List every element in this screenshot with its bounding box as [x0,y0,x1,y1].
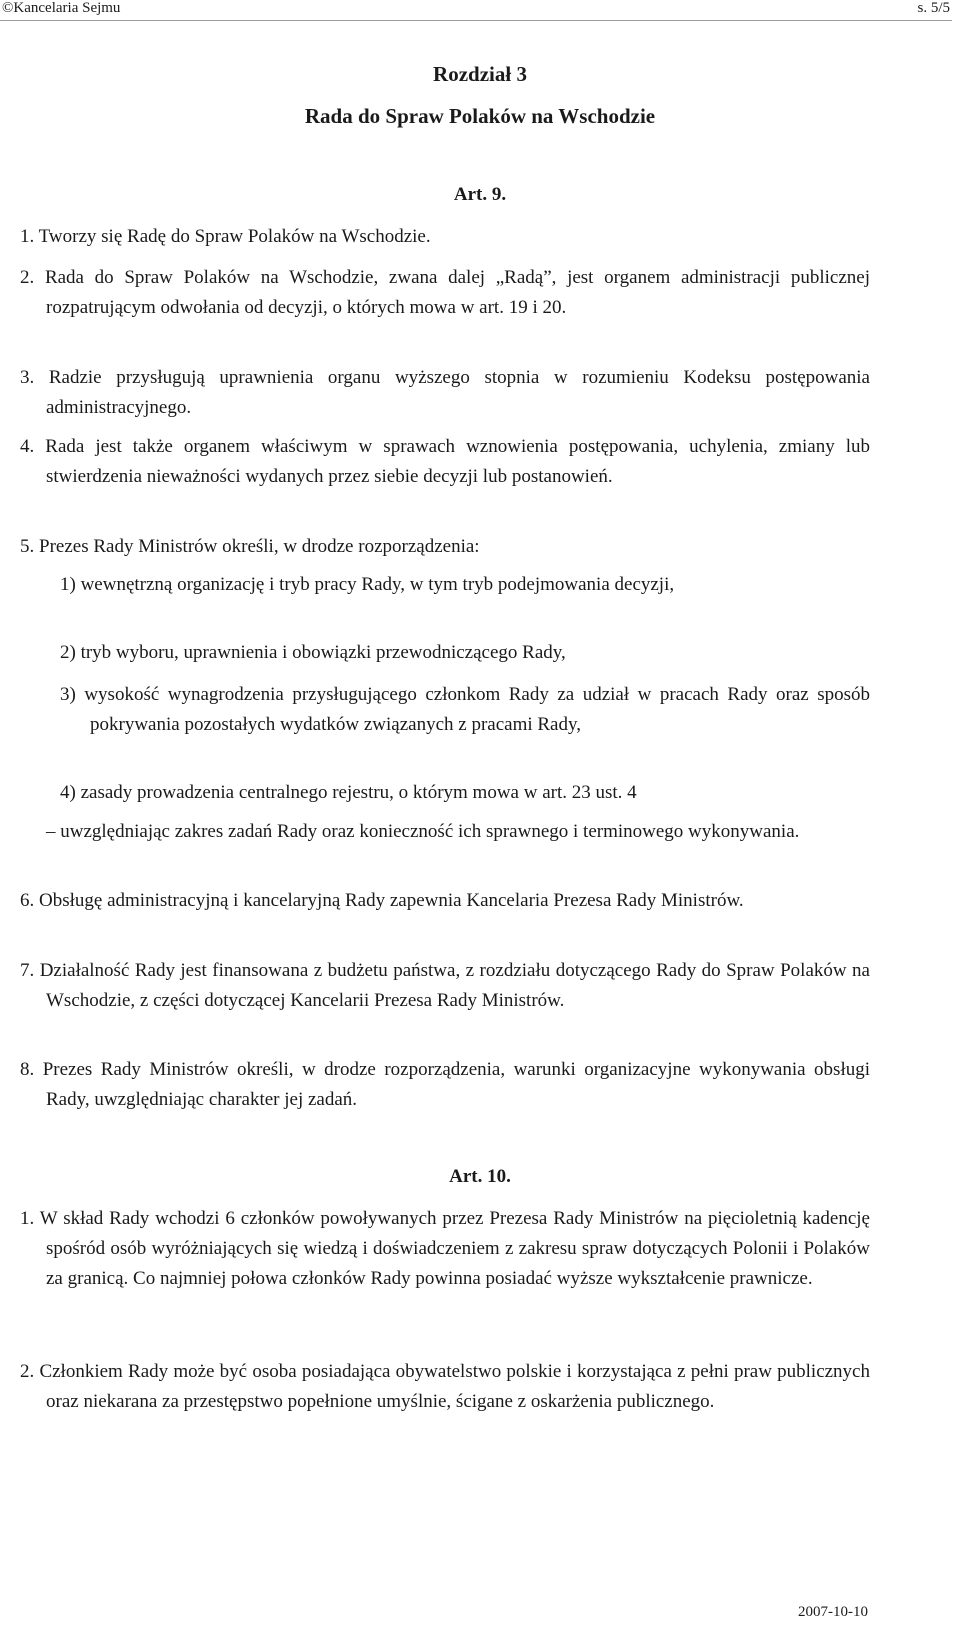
art10-paragraph-2: 2. Członkiem Rady może być osoba posiadająca obywatelstwo polskie i korzystająca z pełni praw publicznych oraz niekarana za przestępstwo popełnione umyślnie, ścigane z oskarżenia publicznego. [20,1361,870,1412]
art9-paragraph-5-tail: – uwzględniając zakres zadań Rady oraz konieczność ich sprawnego i terminowego wykonywania. [46,821,800,842]
article-10-title: Art. 10. [449,1166,511,1187]
publisher-label: ©Kancelaria Sejmu [2,0,121,16]
art9-paragraph-3: 3. Radzie przysługują uprawnienia organu wyższego stopnia w rozumieniu Kodeksu postępowania administracyjnego. [20,367,870,418]
list-item: 4) zasady prowadzenia centralnego rejestru, o którym mowa w art. 23 ust. 4 [60,782,637,803]
art9-paragraph-1: 1. Tworzy się Radę do Spraw Polaków na Wschodzie. [20,226,431,247]
list-item: 2) tryb wyboru, uprawnienia i obowiązki przewodniczącego Rady, [60,642,566,663]
art9-paragraph-8: 8. Prezes Rady Ministrów określi, w drodze rozporządzenia, warunki organizacyjne wykonywania obsługi Rady, uwzględniając charakter jej zadań. [20,1059,870,1110]
art9-paragraph-7: 7. Działalność Rady jest finansowana z budżetu państwa, z rozdziału dotyczącego Rady do Spraw Polaków na Wschodzie, z części dotyczącej Kancelarii Prezesa Rady Ministrów. [20,960,870,1011]
list-item: 3) wysokość wynagrodzenia przysługującego członkom Rady za udział w pracach Rady oraz sposób pokrywania pozostałych wydatków związanych z pracami Rady, [60,684,870,735]
art9-paragraph-4: 4. Rada jest także organem właściwym w sprawach wznowienia postępowania, uchylenia, zmiany lub stwierdzenia nieważności wydanych przez siebie decyzji lub postanowień. [20,436,870,487]
header-divider [0,20,952,21]
chapter-subtitle: Rada do Spraw Polaków na Wschodzie [304,104,656,128]
art9-paragraph-6: 6. Obsługę administracyjną i kancelaryjną Rady zapewnia Kancelaria Prezesa Rady Ministrów. [20,890,744,911]
art9-paragraph-2: 2. Rada do Spraw Polaków na Wschodzie, zwana dalej „Radą”, jest organem administracji publicznej rozpatrującym odwołania od decyzji, o których mowa w art. 19 i 20. [20,267,870,318]
page-number: s. 5/5 [917,0,950,16]
art10-paragraph-1: 1. W skład Rady wchodzi 6 członków powoływanych przez Prezesa Rady Ministrów na pięcioletnią kadencję spośród osób wyróżniających się wiedzą i doświadczeniem z zakresu spraw dotyczących Polonii i Polaków za granicą. Co najmniej połowa członków Rady powinna posiadać wyższe wykształcenie prawnicze. [20,1208,870,1289]
article-9-title: Art. 9. [453,184,507,205]
page-header [0,0,960,22]
list-item: 1) wewnętrzną organizację i tryb pracy Rady, w tym tryb podejmowania decyzji, [60,574,675,595]
footer-date: 2007-10-10 [798,1604,868,1620]
art9-paragraph-5: 5. Prezes Rady Ministrów określi, w drodze rozporządzenia: [20,536,480,557]
chapter-title: Rozdział 3 [433,62,527,86]
